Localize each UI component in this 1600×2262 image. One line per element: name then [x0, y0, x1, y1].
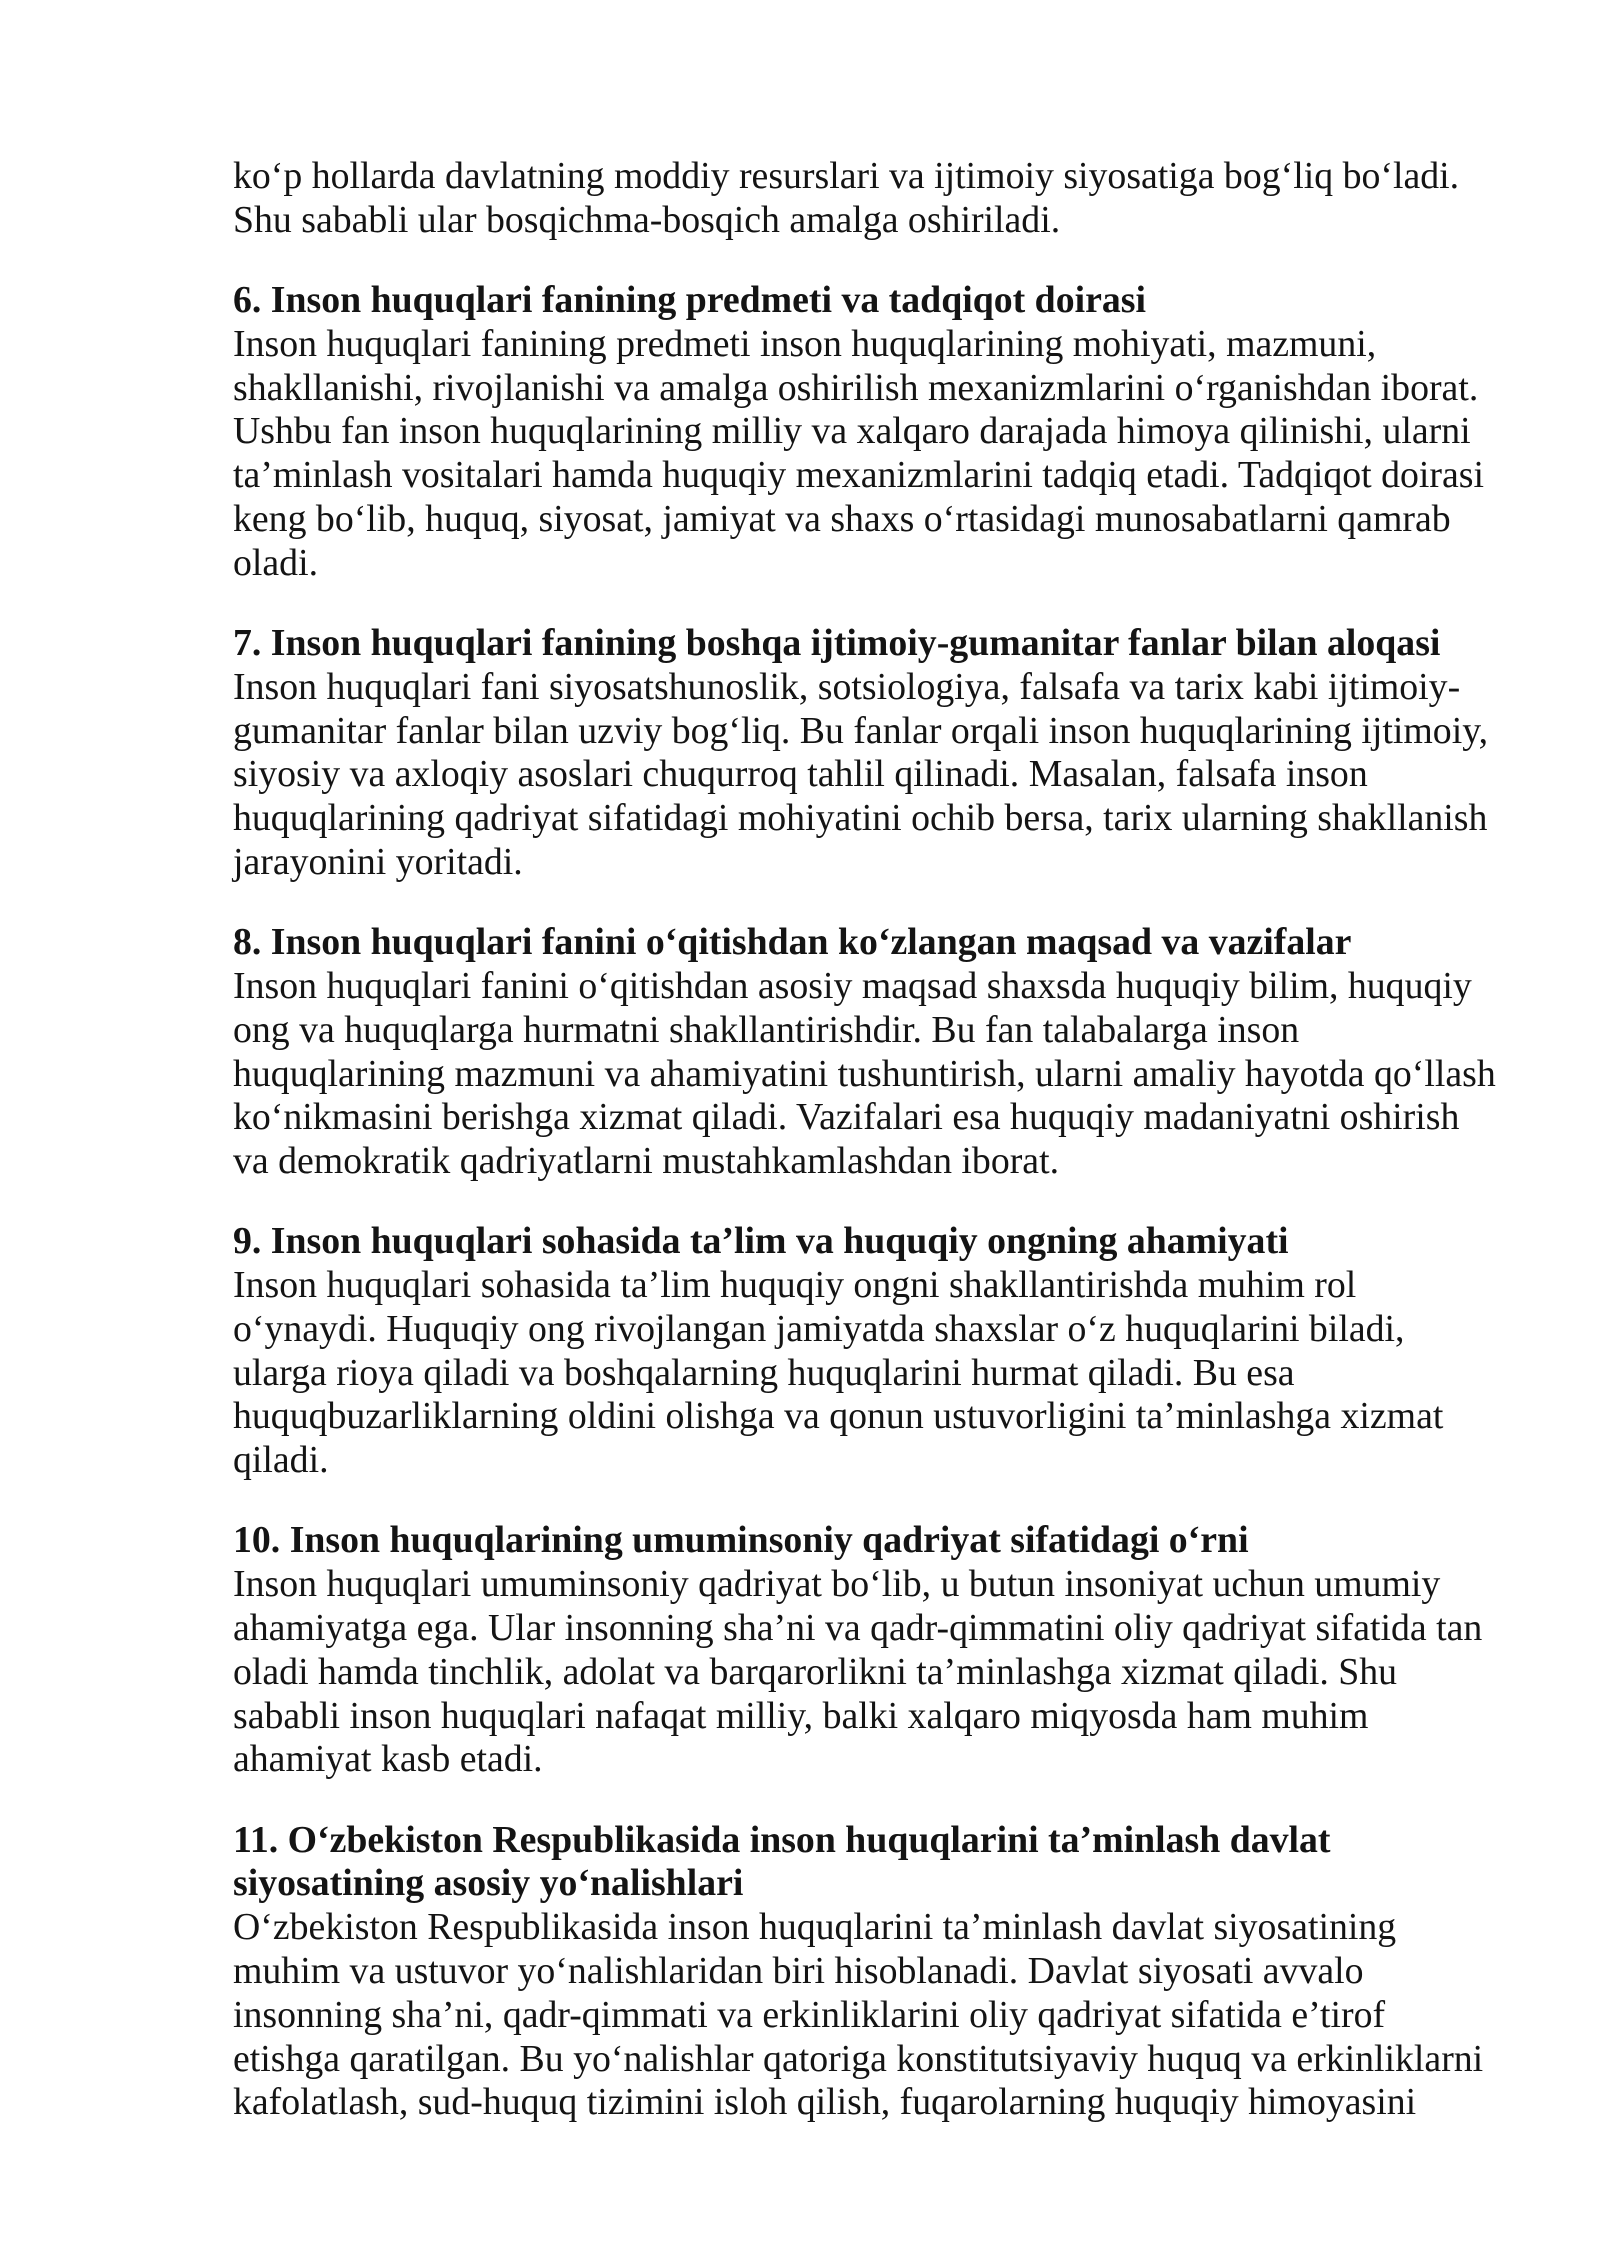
body-line: ko‘p hollarda davlatning moddiy resurslari va ijtimoiy siyosatiga bog‘liq bo‘ladi. [233, 155, 1460, 197]
section-heading [233, 279, 1600, 323]
body-line: Inson huquqlari fani siyosatshunoslik, sotsiologiya, falsafa va tarix kabi ijtimoiy- [233, 665, 1461, 708]
body-line: sababli inson huquqlari nafaqat milliy, balki xalqaro miqyosda ham muhim [233, 1694, 1369, 1737]
section-11 [233, 1819, 1600, 2126]
body-line: o‘ynaydi. Huquqiy ong rivojlangan jamiyatda shaxslar o‘z huquqlarini biladi, [233, 1307, 1405, 1350]
body-line: gumanitar fanlar bilan uzviy bog‘liq. Bu fanlar orqali inson huquqlarining ijtimoiy, [233, 709, 1489, 752]
body-line: huquqbuzarliklarning oldini olishga va qonun ustuvorligini ta’minlashga xizmat [233, 1395, 1444, 1438]
body-line: etishga qaratilgan. Bu yo‘nalishlar qatoriga konstitutsiyaviy huquq va erkinliklarni [233, 2037, 1484, 2080]
heading-line: 7. Inson huquqlari fanining boshqa ijtimoiy-gumanitar fanlar bilan aloqasi [233, 621, 1441, 664]
heading-line: 10. Inson huquqlarining umuminsoniy qadriyat sifatidagi o‘rni [233, 1519, 1249, 1562]
body-line: shakllanishi, rivojlanishi va amalga oshirilish mexanizmlarini o‘rganishdan iborat. [233, 366, 1479, 409]
section-9 [233, 1220, 1600, 1483]
body-line: Inson huquqlari sohasida ta’lim huquqiy ongni shakllantirishda muhim rol [233, 1264, 1357, 1307]
heading-line: siyosatining asosiy yo‘nalishlari [233, 1862, 744, 1905]
lead-paragraph [233, 155, 1600, 243]
body-line: O‘zbekiston Respublikasida inson huquqlarini ta’minlash davlat siyosatining [233, 1906, 1397, 1949]
body-line: huquqlarining mazmuni va ahamiyatini tushuntirish, ularni amaliy hayotda qo‘llash [233, 1052, 1496, 1095]
heading-line: 11. O‘zbekiston Respublikasida inson huquqlarini ta’minlash davlat [233, 1818, 1331, 1861]
body-line: siyosiy va axloqiy asoslari chuqurroq tahlil qilinadi. Masalan, falsafa inson [233, 753, 1368, 796]
heading-line: 9. Inson huquqlari sohasida ta’lim va huquqiy ongning ahamiyati [233, 1220, 1289, 1263]
body-line: ahamiyat kasb etadi. [233, 1738, 543, 1781]
section-body [233, 1563, 1600, 1782]
body-line: ta’minlash vositalari hamda huquqiy mexanizmlarini tadqiq etadi. Tadqiqot doirasi [233, 454, 1485, 497]
section-body [233, 666, 1600, 885]
body-line: Inson huquqlari umuminsoniy qadriyat bo‘lib, u butun insoniyat uchun umumiy [233, 1563, 1441, 1606]
body-line: huquqlarining qadriyat sifatidagi mohiyatini ochib bersa, tarix ularning shakllanish [233, 797, 1488, 840]
section-heading [233, 1819, 1600, 1907]
section-body [233, 1906, 1600, 2125]
body-line: Inson huquqlari fanining predmeti inson huquqlarining mohiyati, mazmuni, [233, 322, 1377, 365]
body-line: ularga rioya qiladi va boshqalarning huquqlarini hurmat qiladi. Bu esa [233, 1351, 1295, 1394]
section-heading [233, 921, 1600, 965]
section-body [233, 323, 1600, 586]
body-line: muhim va ustuvor yo‘nalishlaridan biri hisoblanadi. Davlat siyosati avvalo [233, 1950, 1364, 1993]
heading-line: 6. Inson huquqlari fanining predmeti va tadqiqot doirasi [233, 278, 1146, 321]
body-line: kafolatlash, sud-huquq tizimini isloh qilish, fuqarolarning huquqiy himoyasini [233, 2081, 1417, 2124]
section-8 [233, 921, 1600, 1184]
heading-line: 8. Inson huquqlari fanini o‘qitishdan ko‘zlangan maqsad va vazifalar [233, 921, 1352, 964]
body-line: Ushbu fan inson huquqlarining milliy va xalqaro darajada himoya qilinishi, ularni [233, 410, 1471, 453]
body-line: Shu sababli ular bosqichma-bosqich amalga oshiriladi. [233, 198, 1061, 241]
body-line: ko‘nikmasini berishga xizmat qiladi. Vazifalari esa huquqiy madaniyatni oshirish [233, 1096, 1460, 1139]
body-line: ahamiyatga ega. Ular insonning sha’ni va qadr-qimmatini oliy qadriyat sifatida tan [233, 1607, 1483, 1650]
section-heading [233, 622, 1600, 666]
body-line: oladi hamda tinchlik, adolat va barqarorlikni ta’minlashga xizmat qiladi. Shu [233, 1650, 1398, 1693]
body-line: keng bo‘lib, huquq, siyosat, jamiyat va shaxs o‘rtasidagi munosabatlarni qamrab [233, 497, 1451, 540]
section-body [233, 965, 1600, 1184]
section-heading [233, 1220, 1600, 1264]
body-line: oladi. [233, 541, 319, 584]
body-line: Inson huquqlari fanini o‘qitishdan asosiy maqsad shaxsda huquqiy bilim, huquqiy [233, 964, 1472, 1007]
body-line: ong va huquqlarga hurmatni shakllantirishdir. Bu fan talabalarga inson [233, 1008, 1300, 1051]
section-6 [233, 279, 1600, 586]
body-line: insonning sha’ni, qadr-qimmati va erkinliklarini oliy qadriyat sifatida e’tirof [233, 1993, 1386, 2036]
section-10 [233, 1519, 1600, 1782]
section-body [233, 1264, 1600, 1483]
body-line: jarayonini yoritadi. [233, 840, 523, 883]
section-heading [233, 1519, 1600, 1563]
body-line: qiladi. [233, 1439, 329, 1482]
section-7 [233, 622, 1600, 885]
body-line: va demokratik qadriyatlarni mustahkamlashdan iborat. [233, 1140, 1060, 1183]
